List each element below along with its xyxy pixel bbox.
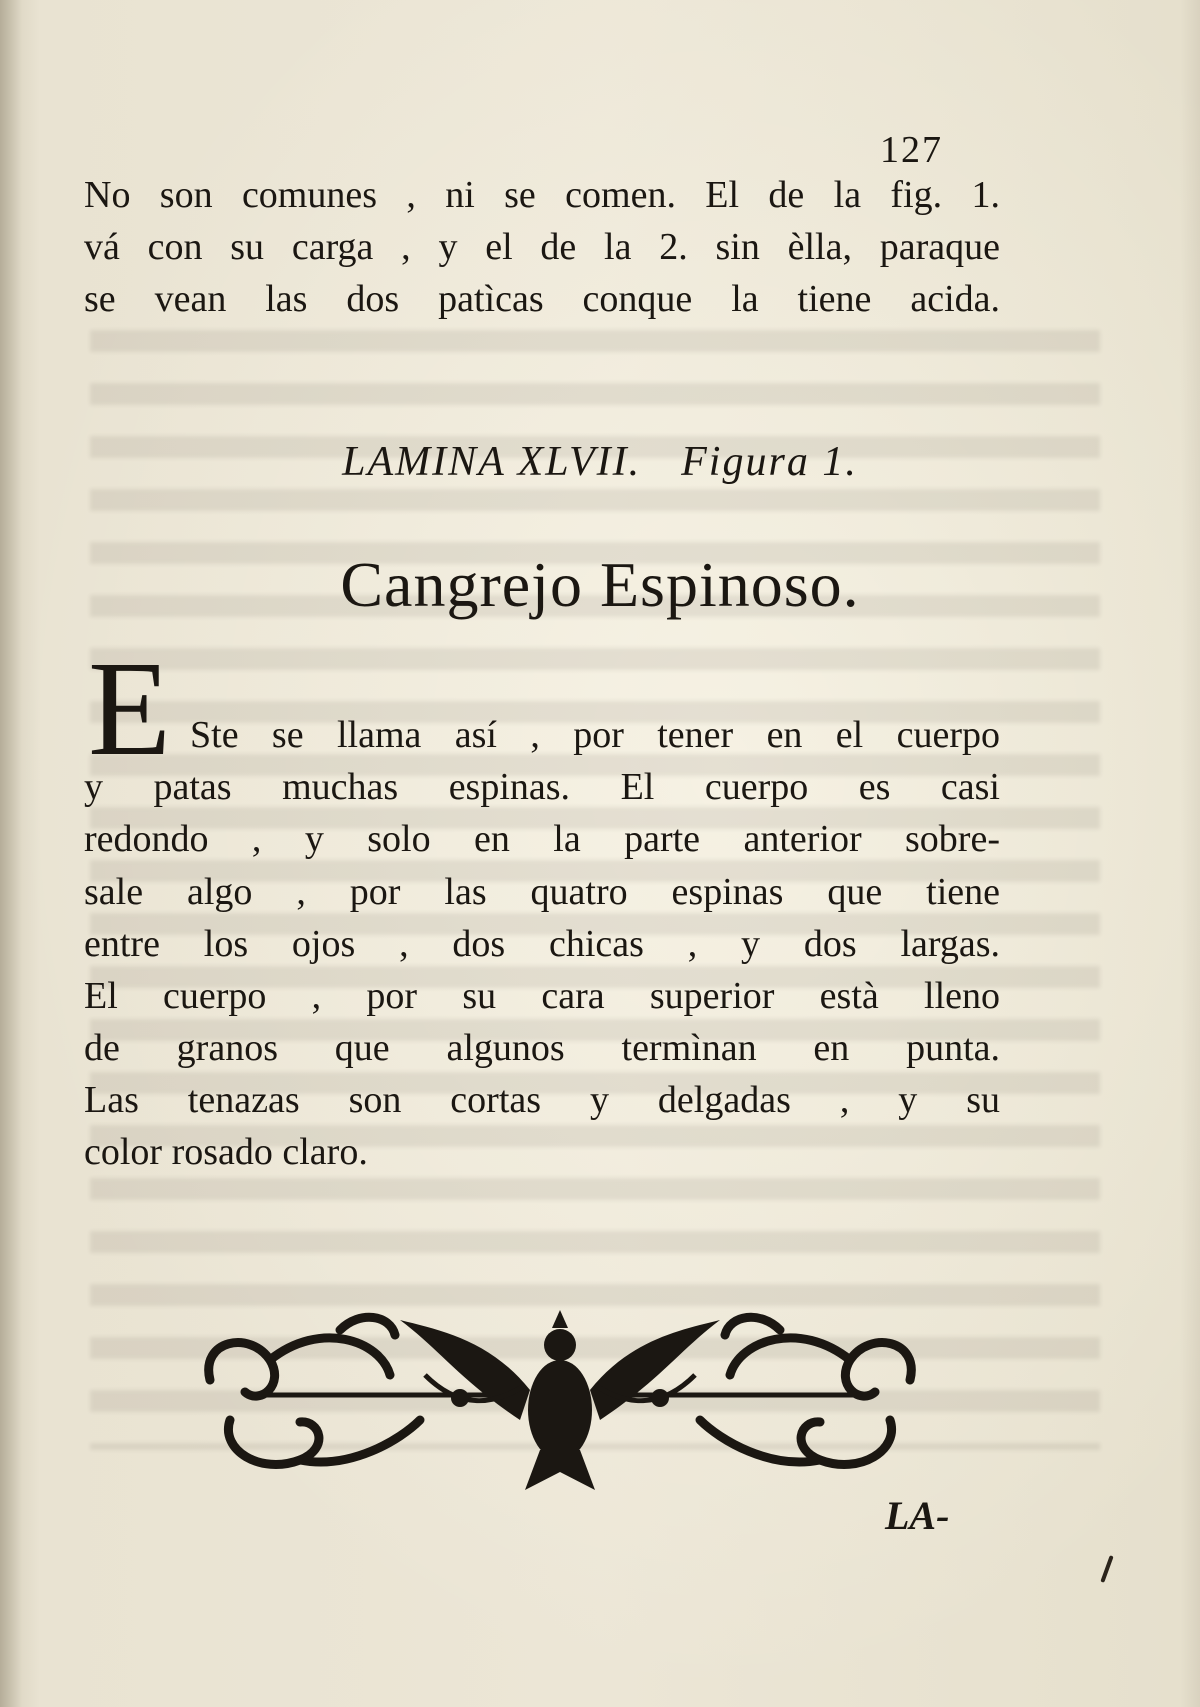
text-line: Ste se llama así , por tener en el cuerpo (190, 714, 1000, 756)
page-number: 127 (880, 129, 943, 171)
text-line: entre los ojos , dos chicas , y dos largas. (84, 923, 1000, 965)
ink-mark (1100, 1555, 1113, 1583)
eagle-ornament-icon (190, 1300, 930, 1500)
figure-label: Figura 1. (681, 439, 858, 485)
text-line: y patas muchas espinas. El cuerpo es casi (84, 766, 1000, 808)
text-line: redondo , y solo en la parte anterior sobre- (84, 818, 1000, 860)
catchword: LA- (885, 1493, 950, 1538)
text-line: Las tenazas son cortas y delgadas , y su (84, 1079, 1000, 1121)
text-line: No son comunes , ni se comen. El de la fig. 1. (84, 174, 1000, 216)
plate-label: LAMINA XLVII. (342, 439, 642, 485)
drop-cap: E (88, 634, 172, 784)
spine-shadow (0, 0, 22, 1707)
text-line: color rosado claro. (84, 1131, 368, 1173)
section-title: Cangrejo Espinoso. (340, 549, 860, 620)
text-line: de granos que algunos termìnan en punta. (84, 1027, 1000, 1069)
text-line: se vean las dos patìcas conque la tiene acida. (84, 278, 1000, 320)
text-line: sale algo , por las quatro espinas que tiene (84, 871, 1000, 913)
text-line: vá con su carga , y el de la 2. sin èlla, paraque (84, 226, 1000, 268)
plate-heading (0, 438, 1200, 486)
text-line: El cuerpo , por su cara superior està lleno (84, 975, 1000, 1017)
